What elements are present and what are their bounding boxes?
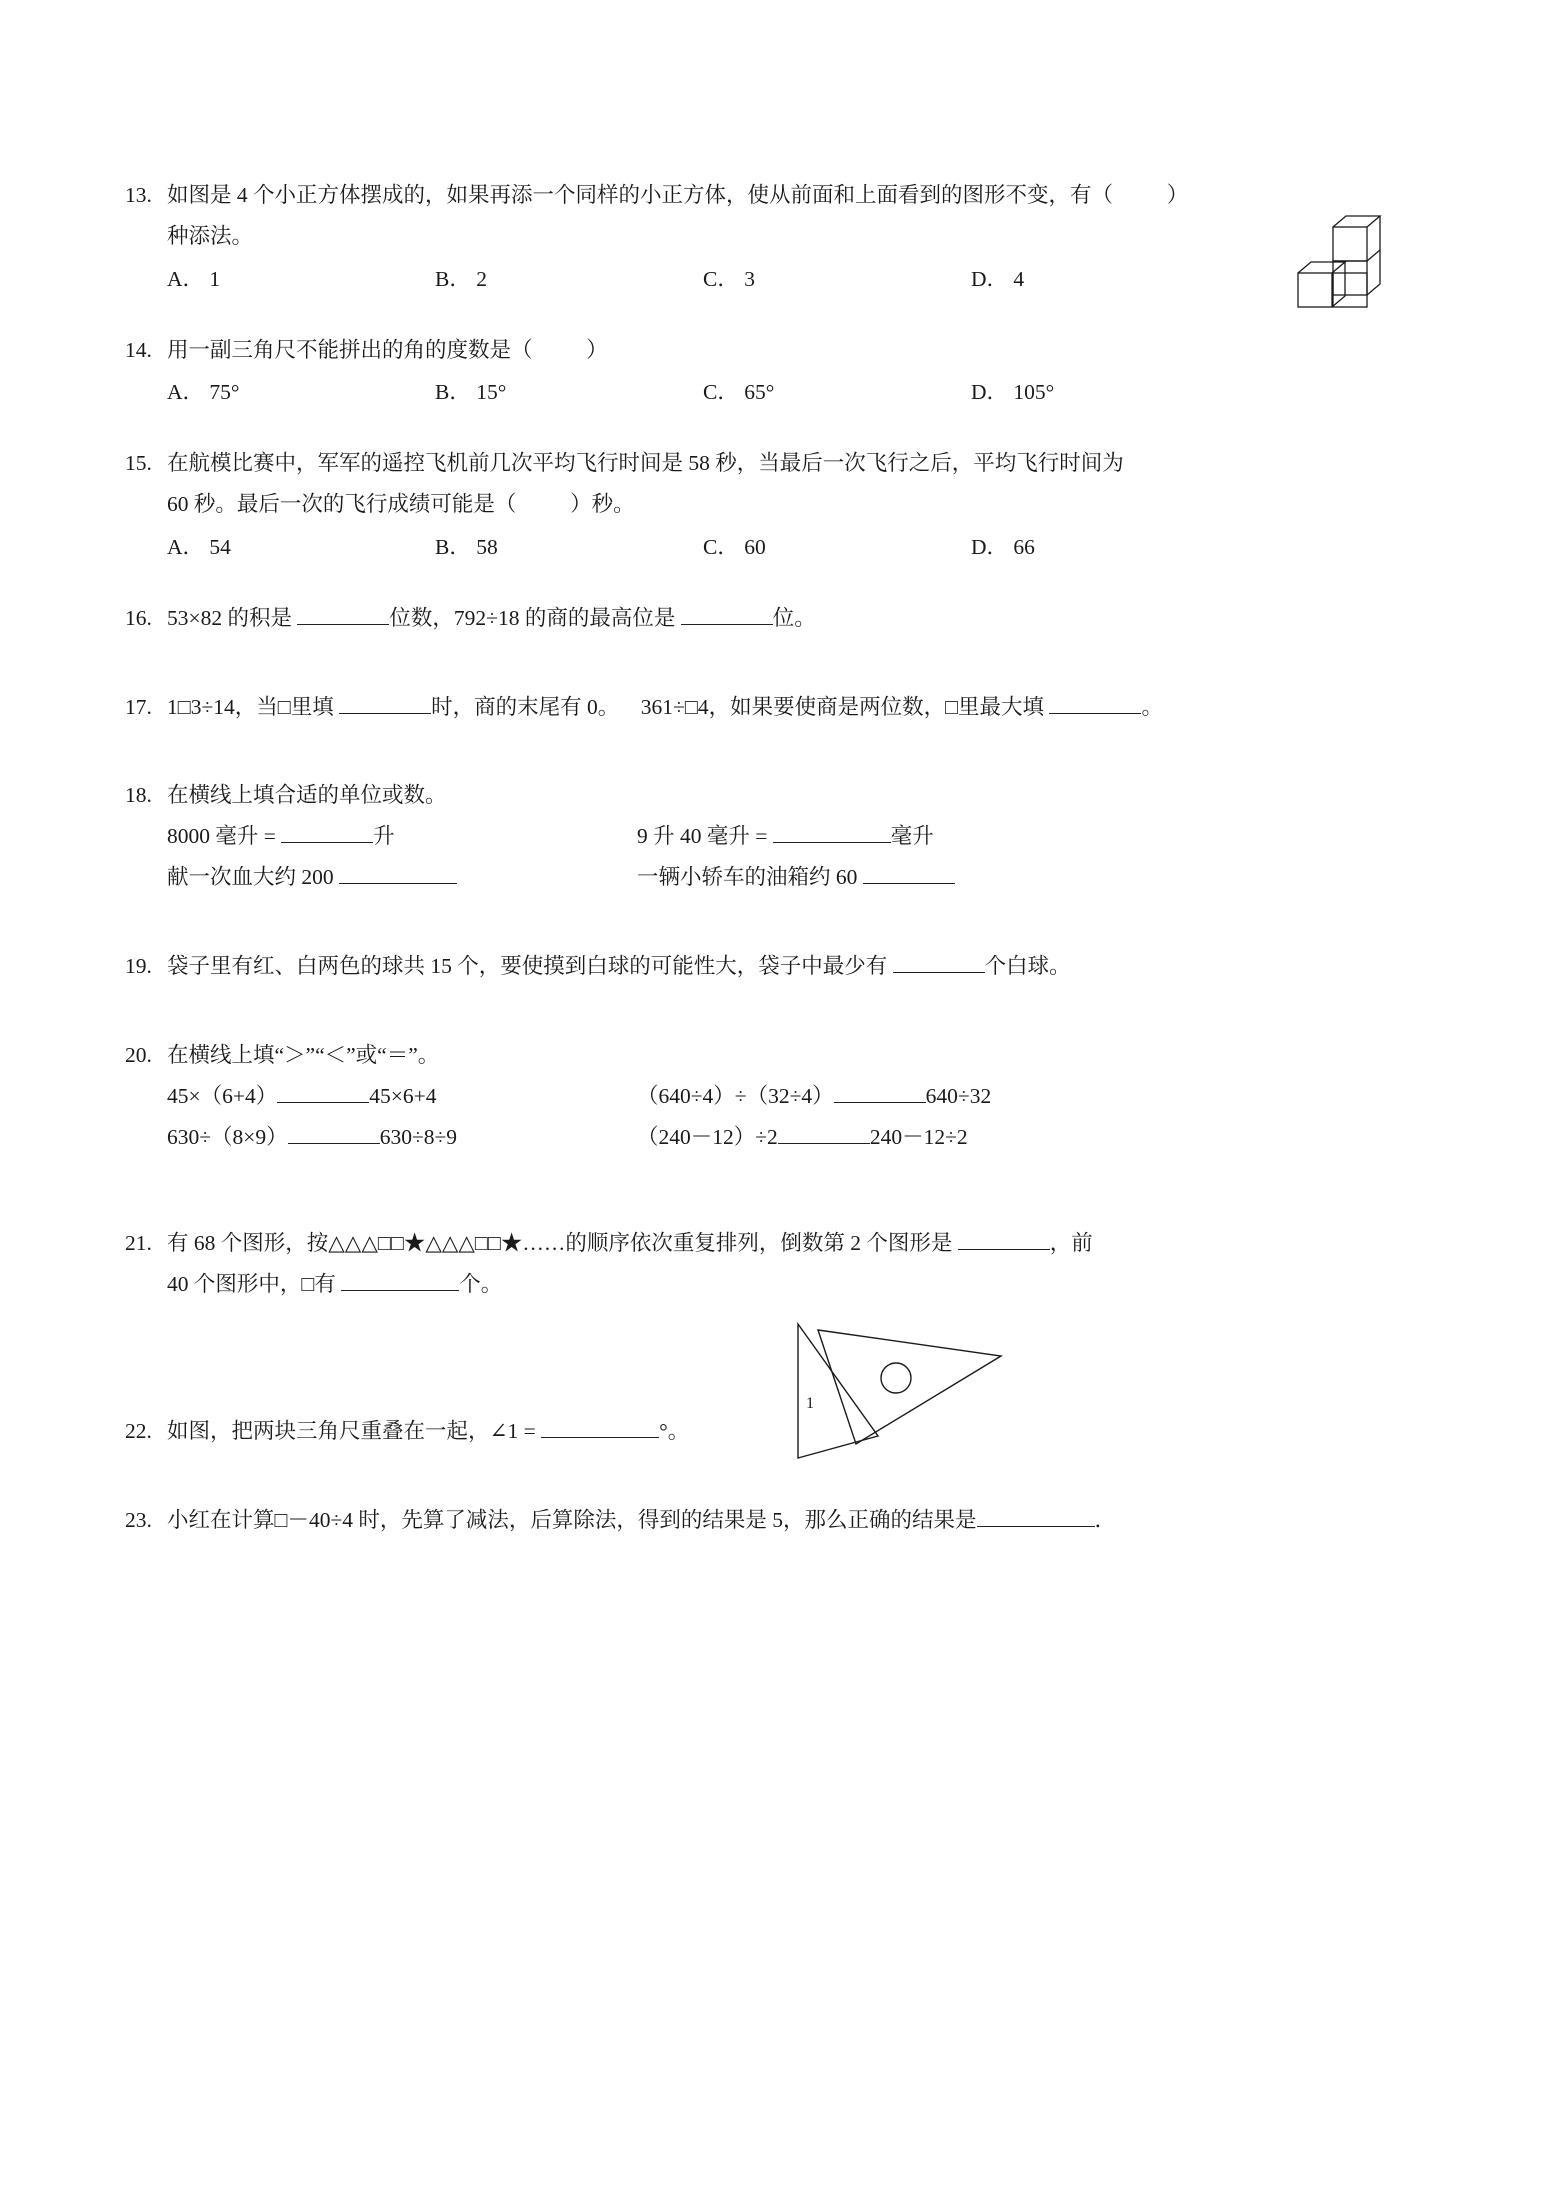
question-13-option-d[interactable]: D． 4: [971, 266, 1025, 291]
question-15-option-d[interactable]: D． 66: [971, 534, 1035, 559]
question-20-blank-1[interactable]: [277, 1077, 369, 1103]
question-13-options: [167, 259, 1436, 300]
question-18-blank-3[interactable]: [339, 858, 457, 884]
question-13-text-2: 种添法。: [167, 223, 254, 248]
question-14-option-d[interactable]: D． 105°: [971, 380, 1055, 405]
question-20-item-1-right: 45×6+4: [369, 1083, 437, 1108]
question-20-item-2-left: （640÷4）÷（32÷4）: [637, 1083, 834, 1108]
question-14-option-c[interactable]: C． 65°: [703, 380, 775, 405]
question-18-item-4-text: 一辆小轿车的油箱约 60: [637, 865, 858, 890]
question-22-text-a: 如图，把两块三角尺重叠在一起，∠1 =: [167, 1419, 536, 1444]
question-22-number: 22.: [125, 1419, 152, 1444]
question-20-blank-3[interactable]: [288, 1118, 380, 1144]
question-18-row-1: [167, 816, 1436, 857]
question-20-row-1: [167, 1076, 1436, 1117]
question-20-number: 20.: [125, 1042, 152, 1067]
question-23-line-1: [125, 1500, 1436, 1541]
question-16: [125, 598, 1436, 639]
question-15-text-1: 在航模比赛中，军军的遥控飞机前几次平均飞行时间是 58 秒，当最后一次飞行之后，平均飞行时间为: [167, 451, 1124, 476]
question-19-text-b: 个白球。: [984, 953, 1071, 978]
question-13-text-1: 如图是 4 个小正方体摆成的，如果再添一个同样的小正方体，使从前面和上面看到的图形不变，有（ ）: [167, 183, 1189, 207]
question-22-blank-1[interactable]: [541, 1412, 659, 1438]
four-cubes-figure-icon: [1278, 213, 1398, 331]
question-19-blank-1[interactable]: [893, 947, 985, 973]
question-20-item-3-right: 630÷8÷9: [379, 1124, 458, 1149]
question-15-option-c[interactable]: C． 60: [703, 534, 766, 559]
overlapping-triangle-rulers-icon: [786, 1316, 1016, 1466]
question-18-blank-4[interactable]: [863, 858, 955, 884]
question-17-blank-2[interactable]: [1049, 688, 1141, 714]
question-21-blank-2[interactable]: [341, 1265, 459, 1291]
question-23-number: 23.: [125, 1507, 152, 1532]
question-15-option-b[interactable]: B． 58: [435, 534, 498, 559]
question-17-text-c: 。: [1141, 694, 1163, 719]
question-13-option-a[interactable]: A． 1: [167, 266, 221, 291]
question-19-line-1: [125, 946, 1436, 987]
question-17-text-a: 1□3÷14，当□里填: [167, 694, 334, 719]
question-20-item-1: [167, 1076, 637, 1117]
question-21-line-1: [125, 1223, 1436, 1264]
question-21-text-c: 40 个图形中，□有: [167, 1272, 336, 1297]
question-15-text-2: 60 秒。最后一次的飞行成绩可能是（ ）秒。: [167, 492, 635, 517]
question-14-option-b[interactable]: B． 15°: [435, 380, 507, 405]
question-20-blank-4[interactable]: [778, 1118, 870, 1144]
question-23-text-a: 小红在计算□－40÷4 时，先算了减法，后算除法，得到的结果是 5，那么正确的结果是: [167, 1507, 977, 1532]
question-23-blank-1[interactable]: [977, 1501, 1095, 1527]
question-15-line-1: [125, 443, 1436, 484]
question-14-line-1: [125, 330, 1436, 371]
question-23: [125, 1500, 1436, 1541]
question-20-item-4: [637, 1117, 1157, 1158]
question-18-item-1: [167, 816, 637, 857]
question-18: [125, 775, 1436, 898]
question-20-item-1-left: 45×（6+4）: [167, 1083, 278, 1108]
question-20-stem: [125, 1035, 1436, 1076]
question-20-row-2: [167, 1117, 1436, 1158]
question-17-line-1: [125, 687, 1436, 728]
question-18-item-2: [637, 816, 1157, 857]
question-21-number: 21.: [125, 1231, 152, 1256]
question-18-item-4: [637, 857, 1157, 898]
question-14-options: [167, 372, 1436, 413]
question-17: [125, 687, 1436, 728]
question-17-number: 17.: [125, 694, 152, 719]
question-14-text-1: 用一副三角尺不能拼出的角的度数是（ ）: [167, 337, 608, 362]
question-21-text-b: ，前: [1049, 1231, 1093, 1256]
question-16-text-c: 位。: [772, 605, 816, 630]
question-14: [125, 330, 1436, 414]
question-16-text-b: 位数，792÷18 的商的最高位是: [389, 605, 676, 630]
question-18-item-2-text: 9 升 40 毫升 =: [637, 824, 768, 849]
question-16-number: 16.: [125, 605, 152, 630]
question-18-item-1-unit: 升: [373, 824, 395, 849]
question-15-line-2: [125, 484, 1436, 525]
question-21-blank-1[interactable]: [958, 1225, 1050, 1251]
question-13-number: 13.: [125, 183, 152, 207]
question-20-item-2: [637, 1076, 1157, 1117]
question-16-blank-2[interactable]: [681, 599, 773, 625]
question-18-number: 18.: [125, 783, 152, 808]
question-22-text-b: °。: [659, 1419, 690, 1444]
question-21-line-2: [125, 1264, 1436, 1305]
question-20-item-4-left: （240－12）÷2: [637, 1124, 778, 1149]
question-19-text-a: 袋子里有红、白两色的球共 15 个，要使摸到白球的可能性大，袋子中最少有: [167, 953, 888, 978]
question-18-item-3-text: 献一次血大约 200: [167, 865, 334, 890]
question-16-line-1: [125, 598, 1436, 639]
question-19: [125, 946, 1436, 987]
question-20-item-2-right: 640÷32: [925, 1083, 992, 1108]
question-13-option-c[interactable]: C． 3: [703, 266, 755, 291]
question-21-text-d: 个。: [459, 1272, 503, 1297]
question-20-blank-2[interactable]: [834, 1077, 926, 1103]
question-22-line-1: [125, 1411, 1436, 1452]
question-13-line-1: [125, 175, 1436, 216]
question-17-text-b: 时，商的末尾有 0。 361÷□4，如果要使商是两位数，□里最大填: [431, 694, 1045, 719]
question-13-option-b[interactable]: B． 2: [435, 266, 487, 291]
question-18-item-1-text: 8000 毫升 =: [167, 824, 276, 849]
question-15-options: [167, 527, 1436, 568]
question-14-number: 14.: [125, 337, 152, 362]
question-16-text-a: 53×82 的积是: [167, 605, 293, 630]
question-18-item-2-unit: 毫升: [890, 824, 934, 849]
question-21: [125, 1223, 1436, 1305]
question-20-item-4-right: 240－12÷2: [869, 1124, 968, 1149]
question-15-option-a[interactable]: A． 54: [167, 534, 231, 559]
question-22: [125, 1394, 1436, 1452]
question-20-stem-text: 在横线上填“＞”“＜”或“＝”。: [167, 1042, 440, 1067]
question-18-stem: [125, 775, 1436, 816]
question-18-blank-1[interactable]: [281, 818, 373, 844]
question-15-number: 15.: [125, 451, 152, 476]
question-21-text-a: 有 68 个图形，按△△△□□★△△△□□★……的顺序依次重复排列，倒数第 2 个图形是: [167, 1231, 953, 1256]
question-18-stem-text: 在横线上填合适的单位或数。: [167, 783, 447, 808]
question-20-item-3: [167, 1117, 637, 1158]
question-20: [125, 1035, 1436, 1158]
question-18-blank-2[interactable]: [773, 818, 891, 844]
question-23-text-b: ．: [1094, 1507, 1117, 1532]
question-20-item-3-left: 630÷（8×9）: [167, 1124, 288, 1149]
question-18-row-2: [167, 857, 1436, 898]
question-18-item-3: [167, 857, 637, 898]
question-17-blank-1[interactable]: [339, 688, 431, 714]
question-22-angle-label: 1: [806, 1394, 814, 1412]
question-13-line-2: [125, 216, 1436, 257]
question-14-option-a[interactable]: A． 75°: [167, 380, 240, 405]
question-16-blank-1[interactable]: [297, 599, 389, 625]
question-19-number: 19.: [125, 953, 152, 978]
question-13: [125, 175, 1436, 300]
question-15: [125, 443, 1436, 568]
